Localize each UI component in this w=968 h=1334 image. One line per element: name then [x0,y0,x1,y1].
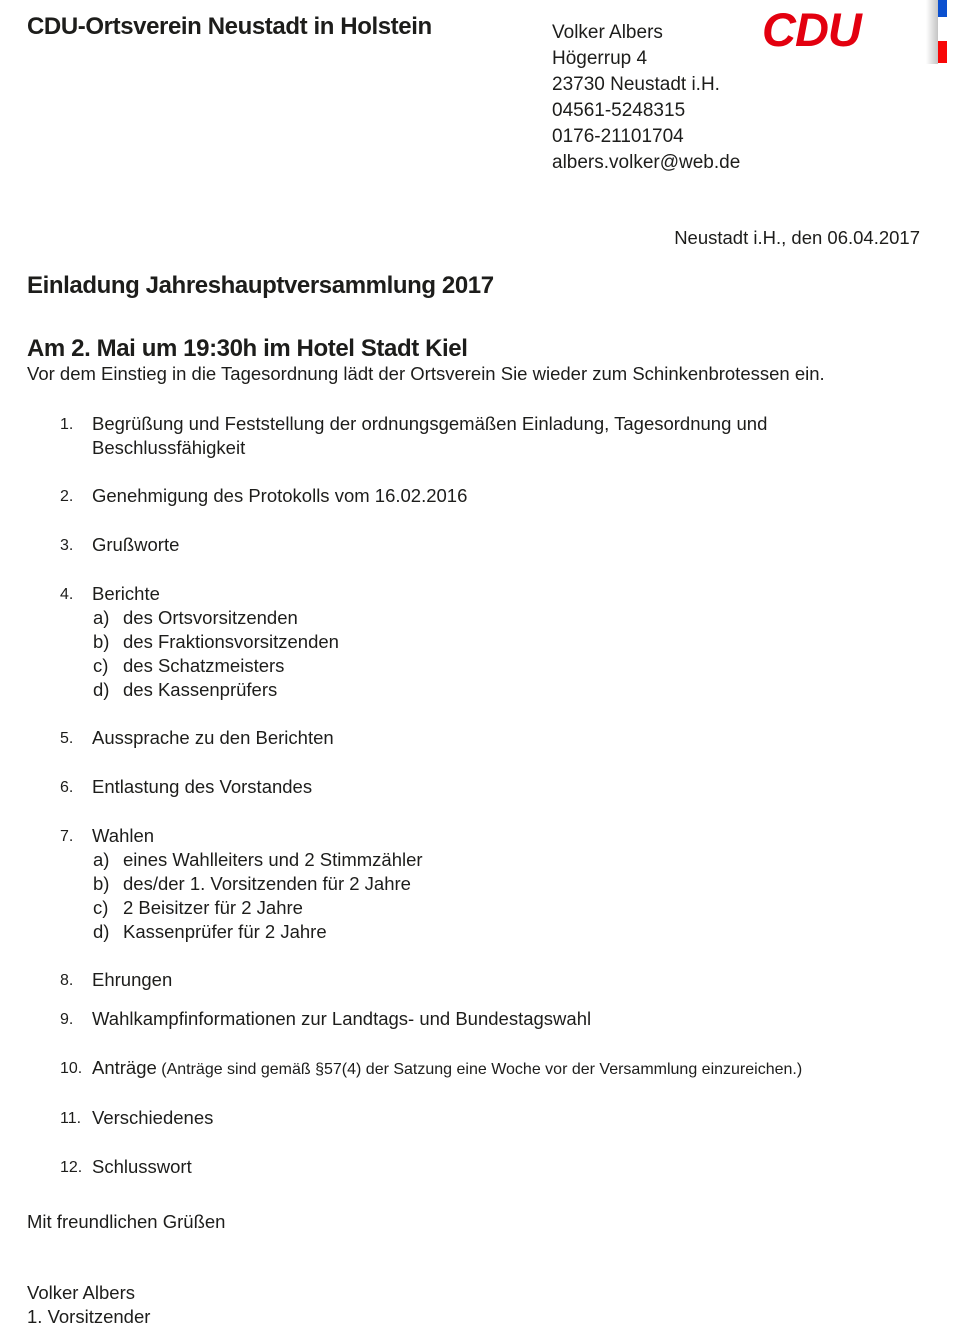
agenda-item-body [92,484,467,509]
agenda-item-body [92,533,179,558]
agenda-item [27,533,920,558]
signature-name: Volker Albers [27,1282,135,1303]
agenda-item-body [92,726,334,751]
agenda-subitem-letter: a) [93,849,110,870]
agenda-subitem-letter: d) [93,679,110,700]
agenda-item [27,1106,920,1131]
agenda-item-text: Anträge [92,1057,157,1078]
agenda-subitem-letter: a) [93,607,110,628]
agenda-item-text: Grußworte [92,534,180,555]
agenda-item-text: Schlusswort [92,1156,192,1177]
agenda-subitem [92,678,339,702]
agenda-item-number: 4. [60,586,74,603]
agenda-item-number: 9. [60,1011,74,1028]
agenda-item-text: Aussprache zu den Berichten [92,727,334,748]
signature-block [27,1281,150,1329]
agenda-subitem-text: des Fraktionsvorsitzenden [123,631,339,652]
contact-line: albers.volker@web.de [552,152,741,173]
event-title: Am 2. Mai um 19:30h im Hotel Stadt Kiel [27,335,468,362]
agenda-item-number: 6. [60,779,74,796]
contact-line: 04561-5248315 [552,100,686,121]
agenda-item [27,775,920,800]
contact-line: 0176-21101704 [552,126,684,147]
agenda-item-text: Genehmigung des Protokolls vom 16.02.2016 [92,485,468,506]
agenda-item-body [92,1106,213,1131]
agenda-subitem-letter: d) [93,921,110,942]
agenda-item [27,1056,920,1082]
agenda-item-number: 5. [60,730,74,747]
agenda-subitem-text: des Schatzmeisters [123,655,285,676]
main-title: Einladung Jahreshauptversammlung 2017 [27,272,494,299]
agenda-item-number: 1. [60,416,74,433]
contact-block [552,20,740,176]
agenda-item-text: Ehrungen [92,969,173,990]
agenda-item-text: Begrüßung und Feststellung der ordnungsgemäßen Einladung, Tagesordnung und Beschlussfähigkeit [92,413,768,458]
closing-salutation: Mit freundlichen Grüßen [27,1211,226,1232]
agenda-item-number: 12. [60,1159,83,1176]
agenda-item [27,484,920,509]
agenda-item [27,1007,920,1032]
agenda-subitem-text: des Kassenprüfers [123,679,278,700]
agenda-item-body [92,824,423,944]
agenda-item-note: (Anträge sind gemäß §57(4) der Satzung eine Woche vor der Versammlung einzureichen.) [156,1061,803,1078]
signature-role: 1. Vorsitzender [27,1306,151,1327]
agenda-item-text: Entlastung des Vorstandes [92,776,313,797]
agenda-item [27,968,920,993]
agenda-subitem [92,606,339,630]
agenda-item [27,824,920,944]
agenda-item-number: 10. [60,1060,83,1077]
agenda-item [27,582,920,702]
agenda-subitem-letter: c) [93,655,109,676]
agenda-subitem-letter: b) [93,631,110,652]
agenda-item-text: Wahlen [92,825,155,846]
agenda-item-body [92,1056,802,1082]
agenda-item-body [92,1155,192,1180]
agenda-subitem-text: eines Wahlleiters und 2 Stimmzähler [123,849,423,870]
agenda-item-body [92,775,312,800]
contact-line: Högerrup 4 [552,48,648,69]
agenda-subitem [92,920,423,944]
agenda-item-text: Verschiedenes [92,1107,214,1128]
agenda-subitem-letter: c) [93,897,109,918]
agenda-item-number: 7. [60,828,74,845]
edge-flag-red-bar [938,41,947,63]
agenda-item-number: 3. [60,537,74,554]
agenda-item-body [92,968,172,993]
date-line: Neustadt i.H., den 06.04.2017 [674,227,920,248]
agenda-subitem-text: des/der 1. Vorsitzenden für 2 Jahre [123,873,411,894]
agenda-item-text: Berichte [92,583,160,604]
org-title: CDU-Ortsverein Neustadt in Holstein [27,13,432,40]
agenda-subitem [92,848,423,872]
agenda-item-number: 11. [60,1110,82,1127]
cdu-logo: CDU [762,3,861,56]
intro-text: Vor dem Einstieg in die Tagesordnung lädt der Ortsverein Sie wieder zum Schinkenbrotessen ein. [27,363,825,384]
agenda-subitem [92,872,423,896]
agenda-item [27,726,920,751]
agenda-subitem [92,654,339,678]
agenda-item-number: 8. [60,972,74,989]
agenda-item-number: 2. [60,488,74,505]
agenda-subitem-text: des Ortsvorsitzenden [123,607,298,628]
agenda-item-body [92,412,872,460]
contact-line: 23730 Neustadt i.H. [552,74,720,95]
agenda-subitem-text: Kassenprüfer für 2 Jahre [123,921,327,942]
agenda-item-body [92,1007,591,1032]
agenda-subitem [92,896,423,920]
agenda-subitem [92,630,339,654]
agenda-item [27,1155,920,1180]
agenda-item-text: Wahlkampfinformationen zur Landtags- und Bundestagswahl [92,1008,592,1029]
agenda-subitem-text: 2 Beisitzer für 2 Jahre [123,897,303,918]
agenda-item [27,412,920,460]
agenda-subitem-letter: b) [93,873,110,894]
agenda-list [27,412,920,1180]
edge-flag-blue-bar [938,0,947,17]
agenda-item-body [92,582,339,702]
edge-flag-shadow [926,0,938,64]
contact-line: Volker Albers [552,22,663,43]
